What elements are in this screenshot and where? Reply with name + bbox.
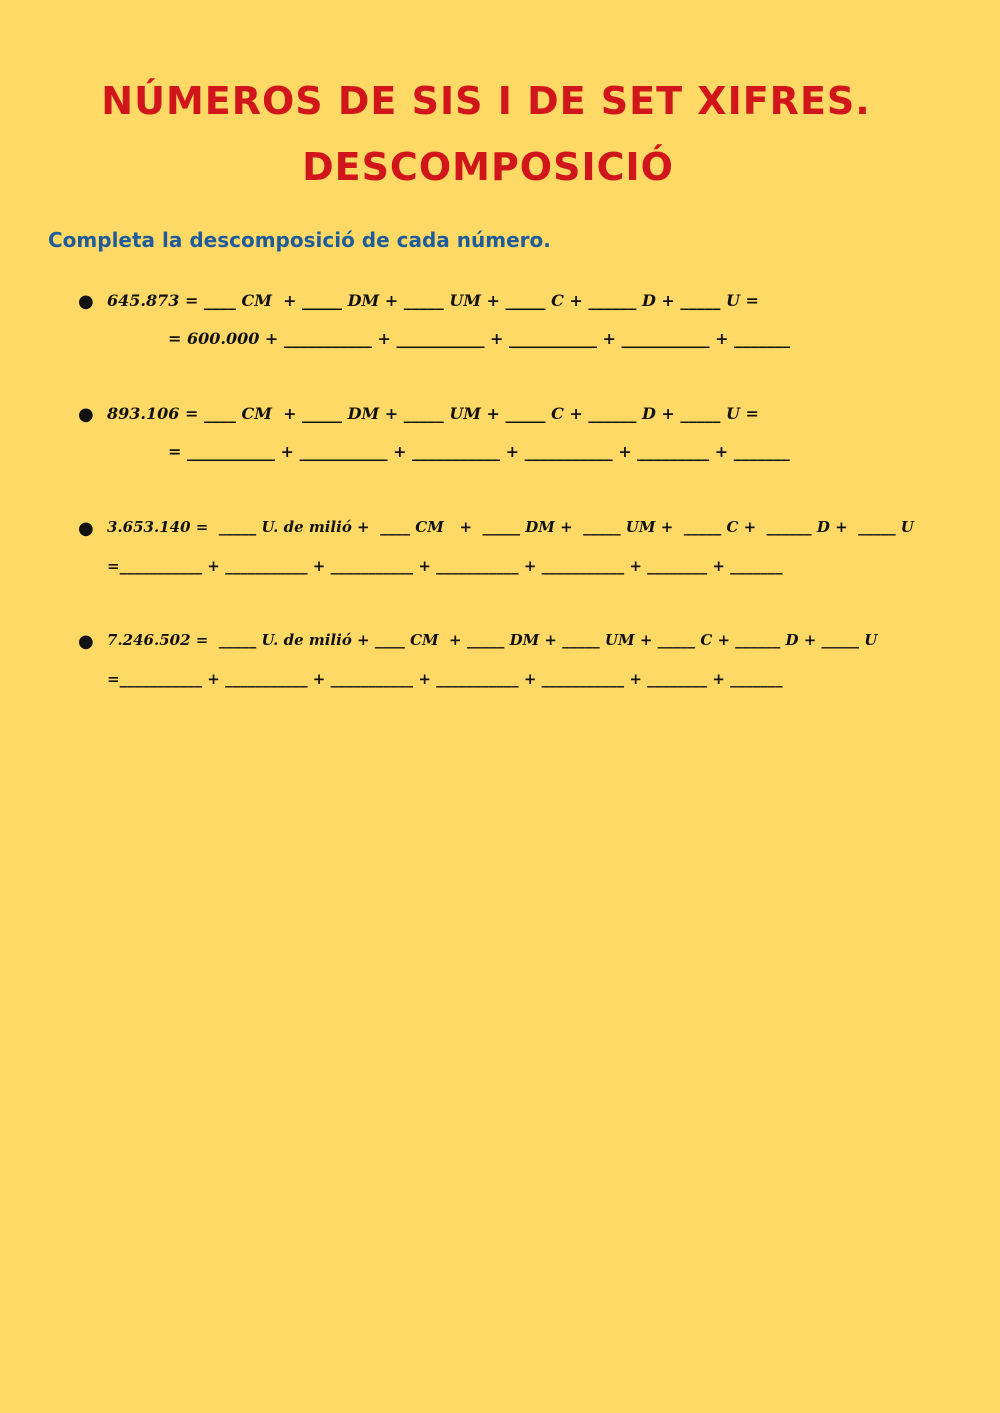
exercise-line-2: = 600.000 + ___________ + ___________ + ___________ + ___________ + _______: [168, 329, 791, 348]
instruction-text: Completa la descomposició de cada número.: [48, 228, 551, 252]
bullet-icon: ●: [78, 631, 94, 652]
exercise-line-2: = ___________ + ___________ + ___________ + ___________ + _________ + _______: [168, 442, 790, 461]
exercise-line-2: =___________ + ___________ + ___________ + ___________ + ___________ + ________ + _______: [107, 557, 783, 575]
exercise-line-2: =___________ + ___________ + ___________ + ___________ + ___________ + ________ + _______: [107, 670, 783, 688]
page-title: NÚMEROS DE SIS I DE SET XIFRES.: [101, 79, 871, 123]
page-subtitle: DESCOMPOSICIÓ: [302, 145, 674, 189]
bullet-icon: ●: [78, 404, 94, 425]
exercise-line-1: 3.653.140 = _____ U. de milió + ____ CM + _____ DM + _____ UM + _____ C + ______ D + _____ U: [107, 518, 914, 536]
exercise-line-1: 893.106 = ____ CM + _____ DM + _____ UM + _____ C + ______ D + _____ U =: [107, 404, 759, 423]
exercise-line-1: 645.873 = ____ CM + _____ DM + _____ UM + _____ C + ______ D + _____ U =: [107, 291, 759, 310]
exercise-line-1: 7.246.502 = _____ U. de milió + ____ CM + _____ DM + _____ UM + _____ C + ______ D + _____ U: [107, 631, 878, 649]
bullet-icon: ●: [78, 291, 94, 312]
bullet-icon: ●: [78, 518, 94, 539]
